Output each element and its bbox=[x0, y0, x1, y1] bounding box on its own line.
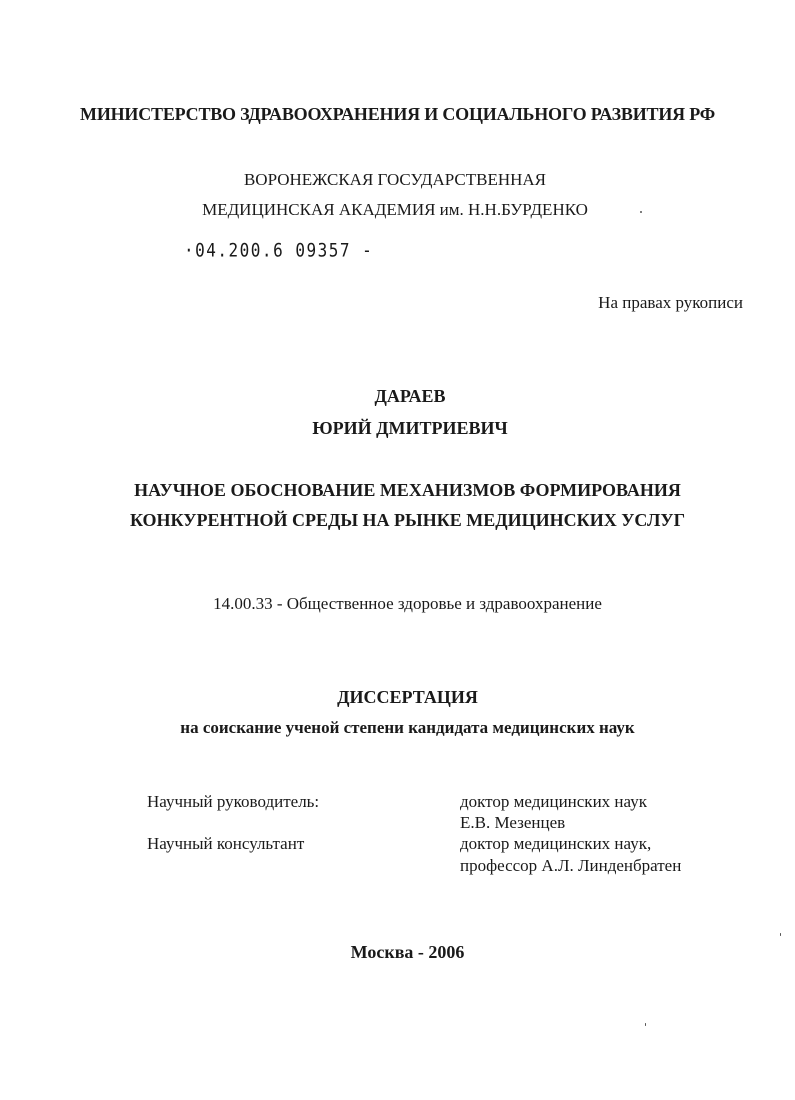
degree-description: на соискание ученой степени кандидата медицинских наук bbox=[180, 718, 635, 737]
scientific-advisor-title: доктор медицинских наук bbox=[460, 792, 647, 811]
ministry-heading: МИНИСТЕРСТВО ЗДРАВООХРАНЕНИЯ И СОЦИАЛЬНОГО РАЗВИТИЯ РФ bbox=[80, 104, 715, 124]
academy-name-line2: МЕДИЦИНСКАЯ АКАДЕМИЯ им. Н.Н.БУРДЕНКО bbox=[202, 200, 588, 219]
document-type: ДИССЕРТАЦИЯ bbox=[337, 687, 478, 707]
scan-speck bbox=[780, 933, 781, 936]
academy-name-line1: ВОРОНЕЖСКАЯ ГОСУДАРСТВЕННАЯ bbox=[243, 170, 547, 189]
registration-stamp: ·04.200.6 09357 - bbox=[184, 239, 374, 261]
author-surname: ДАРАЕВ bbox=[374, 386, 446, 406]
specialty-code: 14.00.33 - Общественное здоровье и здравоохранение bbox=[213, 594, 602, 613]
scientific-advisor-name: Е.В. Мезенцев bbox=[460, 813, 566, 832]
city-year: Москва - 2006 bbox=[350, 942, 465, 962]
scan-speck bbox=[640, 211, 642, 213]
author-given-names: ЮРИЙ ДМИТРИЕВИЧ bbox=[312, 418, 508, 438]
consultant-label: Научный консультант bbox=[147, 834, 305, 853]
dissertation-title-line2: КОНКУРЕНТНОЙ СРЕДЫ НА РЫНКЕ МЕДИЦИНСКИХ УСЛУГ bbox=[129, 510, 686, 530]
consultant-name: профессор А.Л. Линденбратен bbox=[460, 856, 682, 875]
scientific-advisor-label: Научный руководитель: bbox=[147, 792, 320, 811]
rights-notice: На правах рукописи bbox=[598, 293, 743, 312]
consultant-title: доктор медицинских наук, bbox=[460, 834, 652, 853]
dissertation-title-line1: НАУЧНОЕ ОБОСНОВАНИЕ МЕХАНИЗМОВ ФОРМИРОВАНИЯ bbox=[134, 480, 681, 500]
scan-speck bbox=[645, 1023, 646, 1026]
